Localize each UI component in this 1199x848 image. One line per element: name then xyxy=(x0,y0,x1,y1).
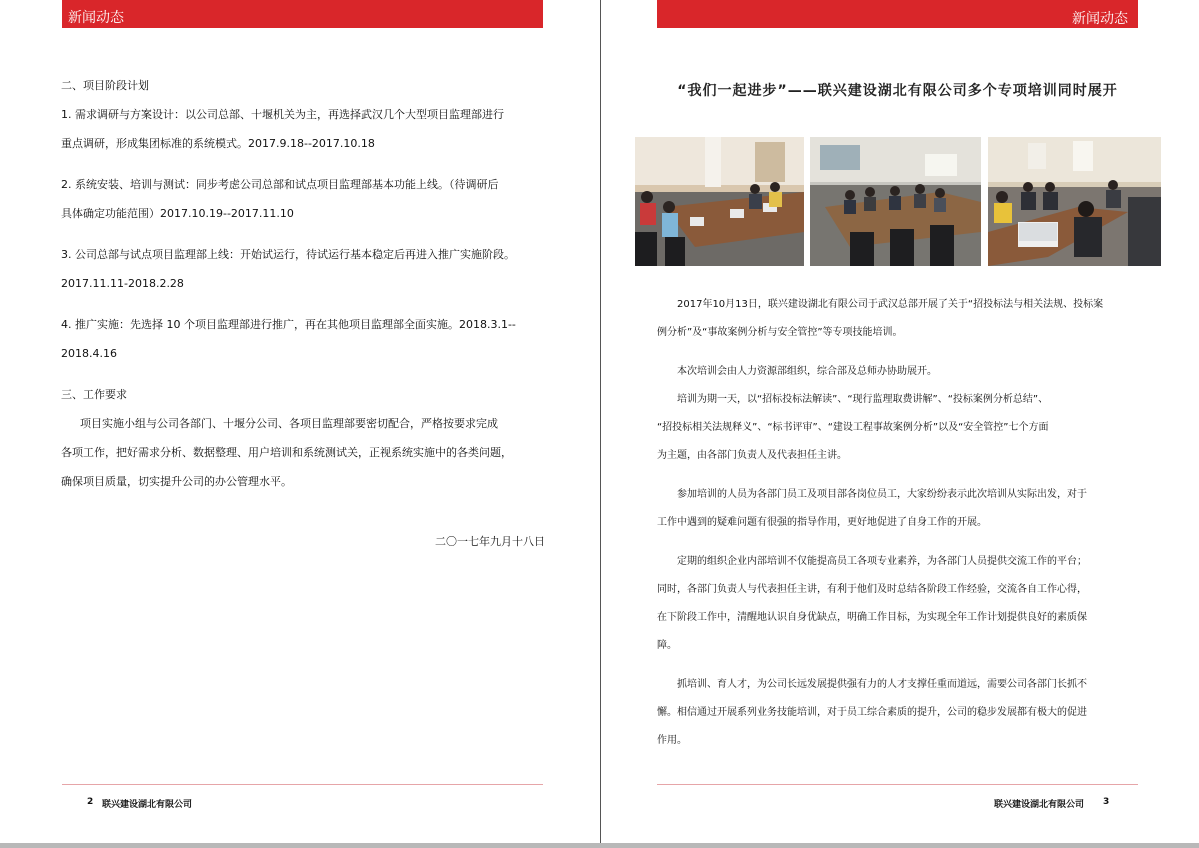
training-photo-2 xyxy=(810,137,981,266)
paragraph-3-line-1: 培训为期一天，以“招标投标法解读”、“现行监理取费讲解”、“投标案例分析总结”、 xyxy=(677,394,1049,405)
paragraph-1-line-1: 2017年10月13日，联兴建设湖北有限公司于武汉总部开展了关于“招投标法与相关法规、投标案 xyxy=(677,299,1104,310)
right-page-number: 3 xyxy=(1103,797,1110,807)
paragraph-5-line-4: 障。 xyxy=(657,640,677,651)
left-footer-rule xyxy=(62,784,543,785)
requirement-line-1: 项目实施小组与公司各部门、十堰分公司、各项目监理部要密切配合，严格按要求完成 xyxy=(80,417,498,430)
plan-item-1-line-1: 1. 需求调研与方案设计：以公司总部、十堰机关为主，再选择武汉几个大型项目监理部进行 xyxy=(61,108,504,121)
plan-item-3-line-2: 2017.11.11-2018.2.28 xyxy=(61,277,184,290)
article-body xyxy=(657,291,1141,755)
right-footer-rule xyxy=(657,784,1138,785)
training-photo-3 xyxy=(988,137,1161,266)
paragraph-6-line-3: 作用。 xyxy=(657,735,687,746)
plan-item-2-line-2: 具体确定功能范围）2017.10.19--2017.11.10 xyxy=(61,207,294,220)
article-title: “我们一起进步”——联兴建设湖北有限公司多个专项培训同时展开 xyxy=(677,83,1118,99)
right-page xyxy=(601,0,1199,843)
training-photo-1 xyxy=(635,137,804,266)
right-footer-company: 联兴建设湖北有限公司 xyxy=(994,800,1085,810)
paragraph-6-line-2: 懈。相信通过开展系列业务技能培训，对于员工综合素质的提升，公司的稳步发展都有极大的促进 xyxy=(657,707,1087,718)
plan-item-4-line-2: 2018.4.16 xyxy=(61,347,117,360)
section-3-title: 三、工作要求 xyxy=(61,388,127,401)
paragraph-4-line-2: 工作中遇到的疑难问题有很强的指导作用，更好地促进了自身工作的开展。 xyxy=(657,517,987,528)
signature-date: 二〇一七年九月十八日 xyxy=(435,535,545,548)
left-footer-company: 联兴建设湖北有限公司 xyxy=(102,800,193,810)
plan-item-1-line-2: 重点调研，形成集团标准的系统模式。2017.9.18--2017.10.18 xyxy=(61,137,375,150)
left-page xyxy=(0,0,600,843)
paragraph-5-line-3: 在下阶段工作中，清醒地认识自身优缺点，明确工作目标，为实现全年工作计划提供良好的素质保 xyxy=(657,612,1087,623)
paragraph-4-line-1: 参加培训的人员为各部门员工及项目部各岗位员工，大家纷纷表示此次培训从实际出发，对于 xyxy=(677,489,1087,500)
plan-item-4-line-1: 4. 推广实施：先选择 10 个项目监理部进行推广，再在其他项目监理部全面实施。2018.3.1-- xyxy=(61,318,516,331)
section-2-title: 二、项目阶段计划 xyxy=(61,79,149,92)
right-header-bar: 新闻动态 xyxy=(657,0,1138,28)
bottom-band xyxy=(0,843,1199,848)
requirement-line-3: 确保项目质量，切实提升公司的办公管理水平。 xyxy=(61,475,292,488)
paragraph-5-line-2: 同时，各部门负责人与代表担任主讲，有利于他们及时总结各阶段工作经验，交流各自工作心得， xyxy=(657,584,1087,595)
paragraph-1-line-2: 例分析”及“事故案例分析与安全管控”等专项技能培训。 xyxy=(657,327,903,338)
left-body xyxy=(61,71,545,556)
requirement-line-2: 各项工作，把好需求分析、数据整理、用户培训和系统测试关，正视系统实施中的各类问题， xyxy=(61,446,512,459)
plan-item-2-line-1: 2. 系统安装、培训与测试：同步考虑公司总部和试点项目监理部基本功能上线。（待调研后 xyxy=(61,178,499,191)
left-header-bar: 新闻动态 xyxy=(62,0,543,28)
paragraph-6-line-1: 抓培训、育人才，为公司长远发展提供强有力的人才支撑任重而道远，需要公司各部门长抓不 xyxy=(677,679,1087,690)
paragraph-2-line-1: 本次培训会由人力资源部组织，综合部及总师办协助展开。 xyxy=(677,366,937,377)
paragraph-5-line-1: 定期的组织企业内部培训不仅能提高员工各项专业素养，为各部门人员提供交流工作的平台； xyxy=(677,556,1087,567)
paragraph-3-line-3: 为主题，由各部门负责人及代表担任主讲。 xyxy=(657,450,847,461)
plan-item-3-line-1: 3. 公司总部与试点项目监理部上线：开始试运行，待试运行基本稳定后再进入推广实施阶段。 xyxy=(61,248,515,261)
left-page-number: 2 xyxy=(87,797,94,807)
paragraph-3-line-2: “招投标相关法规释义”、“标书评审”、“建设工程事故案例分析”以及“安全管控”七个方面 xyxy=(657,422,1049,433)
